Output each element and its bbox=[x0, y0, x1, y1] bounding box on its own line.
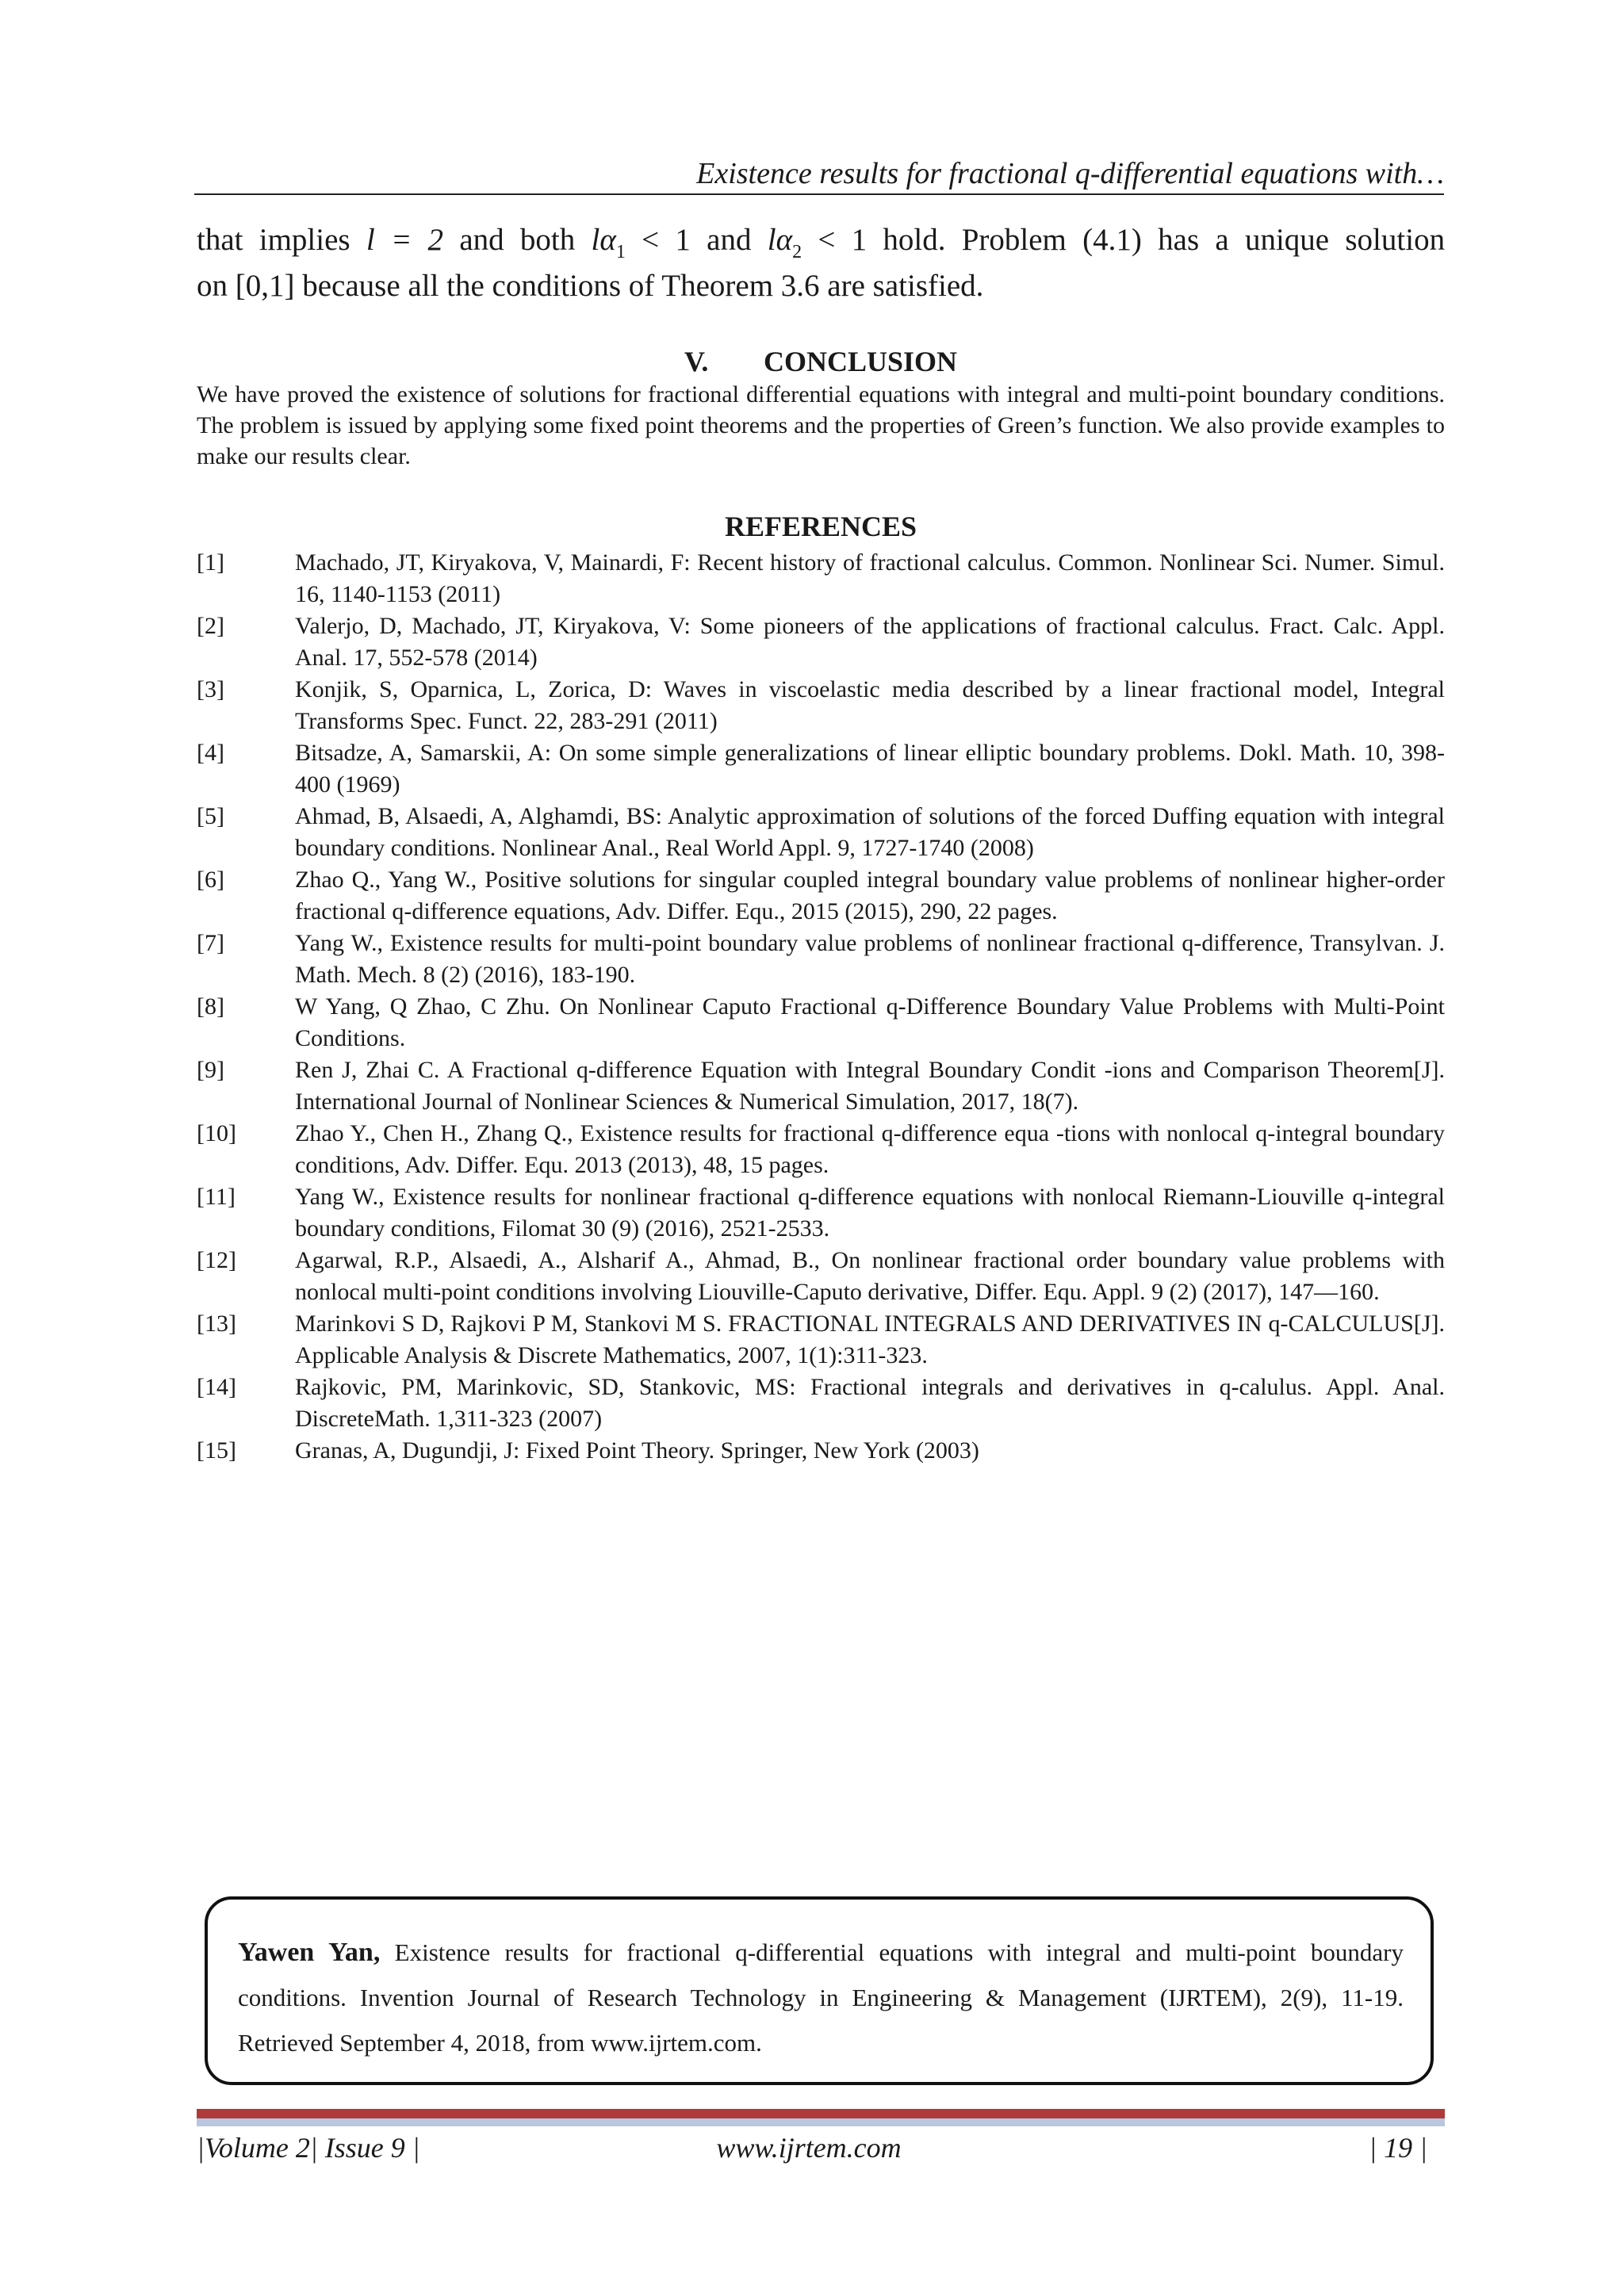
reference-number: [14] bbox=[197, 1374, 236, 1400]
math-l-alpha-1-base: lα bbox=[591, 223, 616, 257]
reference-item bbox=[197, 1054, 1445, 1118]
reference-text: Yang W., Existence results for nonlinear fractional q-difference equations with nonlocal Riemann-Liouville q-integral boundary conditions, Filomat 30 (9) (2016), 2521-2533. bbox=[295, 1184, 1445, 1242]
header-rule bbox=[194, 193, 1444, 195]
intro-paragraph-line1 bbox=[197, 217, 1445, 267]
reference-number: [11] bbox=[197, 1184, 236, 1210]
reference-text: W Yang, Q Zhao, C Zhu. On Nonlinear Caputo Fractional q-Difference Boundary Value Problems with Multi-Point Conditions. bbox=[295, 993, 1445, 1051]
reference-text: Bitsadze, A, Samarskii, A: On some simple generalizations of linear elliptic boundary problems. Dokl. Math. 10, 398-400 (1969) bbox=[295, 740, 1445, 798]
math-l-alpha-1 bbox=[591, 223, 691, 262]
reference-item bbox=[197, 1245, 1445, 1308]
reference-number: [5] bbox=[197, 803, 224, 829]
footer-volume-issue: |Volume 2| Issue 9 | bbox=[197, 2132, 420, 2164]
reference-item bbox=[197, 1181, 1445, 1245]
intro-text-4: hold. Problem (4.1) has a unique solution bbox=[883, 223, 1446, 257]
reference-list bbox=[197, 547, 1445, 1467]
reference-item bbox=[197, 737, 1445, 801]
math-l-alpha-2 bbox=[767, 223, 868, 262]
reference-number: [6] bbox=[197, 867, 224, 893]
reference-number: [15] bbox=[197, 1437, 236, 1464]
footer-website-link[interactable]: www.ijrtem.com bbox=[716, 2132, 902, 2164]
reference-text: Ahmad, B, Alsaedi, A, Alghamdi, BS: Analytic approximation of solutions of the forced Duffing equation with integral boundary conditions. Nonlinear Anal., Real World Appl. 9, 1727-1740 (2008) bbox=[295, 803, 1445, 861]
reference-number: [10] bbox=[197, 1120, 236, 1146]
reference-text: Granas, A, Dugundji, J: Fixed Point Theory. Springer, New York (2003) bbox=[295, 1437, 979, 1464]
footer-bar-blue bbox=[197, 2118, 1445, 2126]
reference-number: [1] bbox=[197, 549, 224, 576]
reference-text: Marinkovi S D, Rajkovi P M, Stankovi M S. FRACTIONAL INTEGRALS AND DERIVATIVES IN q-CALCULUS[J]. Applicable Analysis & Discrete Mathematics, 2007, 1(1):311-323. bbox=[295, 1311, 1445, 1368]
reference-number: [3] bbox=[197, 676, 224, 702]
reference-item bbox=[197, 928, 1445, 991]
reference-number: [7] bbox=[197, 930, 224, 956]
reference-number: [12] bbox=[197, 1247, 236, 1273]
math-l-alpha-2-rest: < 1 bbox=[802, 223, 868, 257]
reference-item bbox=[197, 864, 1445, 928]
intro-text-3: and bbox=[707, 223, 752, 257]
reference-item bbox=[197, 674, 1445, 737]
reference-item bbox=[197, 547, 1445, 610]
math-l-alpha-2-base: lα bbox=[767, 223, 793, 257]
citation-text bbox=[238, 1930, 1404, 2065]
reference-item bbox=[197, 801, 1445, 864]
reference-text: Machado, JT, Kiryakova, V, Mainardi, F: Recent history of fractional calculus. Common. Nonlinear Sci. Numer. Simul. 16, 1140-1153 (2011) bbox=[295, 549, 1445, 607]
footer-bar-red bbox=[197, 2109, 1445, 2118]
reference-number: [13] bbox=[197, 1311, 236, 1337]
reference-number: [4] bbox=[197, 740, 224, 766]
running-header: Existence results for fractional q-differential equations with… bbox=[696, 157, 1444, 190]
citation-author: Yawen Yan, bbox=[238, 1938, 381, 1967]
intro-text-2: and both bbox=[459, 223, 576, 257]
reference-text: Zhao Q., Yang W., Positive solutions for singular coupled integral boundary value problems of nonlinear higher-order fractional q-difference equations, Adv. Differ. Equ., 2015 (2015), 290, 22 pages. bbox=[295, 867, 1445, 924]
reference-item bbox=[197, 1372, 1445, 1435]
citation-body: Existence results for fractional q-differential equations with integral and multi-point boundary conditions. Invention Journal of Research Technology in Engineering & Management (IJRTEM), 2(9), 11-19. Retrieved September 4, 2018, from www.ijrtem.com. bbox=[238, 1938, 1404, 2057]
math-l-alpha-1-rest: < 1 bbox=[625, 223, 691, 257]
reference-item bbox=[197, 1308, 1445, 1372]
reference-item bbox=[197, 991, 1445, 1054]
reference-item bbox=[197, 610, 1445, 674]
reference-text: Ren J, Zhai C. A Fractional q-difference Equation with Integral Boundary Condit -ions and Comparison Theorem[J]. International Journal of Nonlinear Sciences & Numerical Simulation, 2017, 18(7). bbox=[295, 1057, 1445, 1115]
math-sub-1: 1 bbox=[615, 242, 626, 262]
citation-box bbox=[205, 1896, 1434, 2085]
intro-text-1: that implies bbox=[197, 223, 350, 257]
reference-number: [8] bbox=[197, 993, 224, 1020]
reference-text: Rajkovic, PM, Marinkovic, SD, Stankovic, MS: Fractional integrals and derivatives in q-calulus. Appl. Anal. DiscreteMath. 1,311-323 (2007) bbox=[295, 1374, 1445, 1432]
section-number: V. bbox=[684, 346, 709, 377]
footer-page-number: | 19 | bbox=[1369, 2132, 1427, 2164]
math-sub-2: 2 bbox=[792, 242, 802, 262]
reference-text: Konjik, S, Oparnica, L, Zorica, D: Waves in viscoelastic media described by a linear fractional model, Integral Transforms Spec. Funct. 22, 283-291 (2011) bbox=[295, 676, 1445, 734]
reference-item bbox=[197, 1435, 1445, 1467]
reference-text: Agarwal, R.P., Alsaedi, A., Alsharif A., Ahmad, B., On nonlinear fractional order boundary value problems with nonlocal multi-point conditions involving Liouville-Caputo derivative, Differ. Equ. Appl. 9 (2) (2017), 147—160. bbox=[295, 1247, 1445, 1305]
reference-text: Valerjo, D, Machado, JT, Kiryakova, V: Some pioneers of the applications of fractional calculus. Fract. Calc. Appl. Anal. 17, 552-578 (2014) bbox=[295, 613, 1445, 671]
section-heading-conclusion bbox=[197, 344, 1445, 379]
intro-paragraph-line2: on [0,1] because all the conditions of Theorem 3.6 are satisfied. bbox=[197, 269, 984, 303]
section-title: CONCLUSION bbox=[763, 346, 958, 377]
conclusion-paragraph: We have proved the existence of solutions for fractional differential equations with integral and multi-point boundary conditions. The problem is issued by applying some fixed point theorems and the properties of Green’s function. We also provide examples to make our results clear. bbox=[197, 381, 1445, 469]
reference-text: Yang W., Existence results for multi-point boundary value problems of nonlinear fractional q-difference, Transylvan. J. Math. Mech. 8 (2) (2016), 183-190. bbox=[295, 930, 1445, 988]
reference-number: [2] bbox=[197, 613, 224, 639]
reference-item bbox=[197, 1118, 1445, 1181]
references-heading: REFERENCES bbox=[724, 511, 917, 542]
reference-text: Zhao Y., Chen H., Zhang Q., Existence results for fractional q-difference equa -tions with nonlocal q-integral boundary conditions, Adv. Differ. Equ. 2013 (2013), 48, 15 pages. bbox=[295, 1120, 1445, 1178]
math-l-equals-2: l = 2 bbox=[366, 223, 444, 257]
reference-number: [9] bbox=[197, 1057, 224, 1083]
